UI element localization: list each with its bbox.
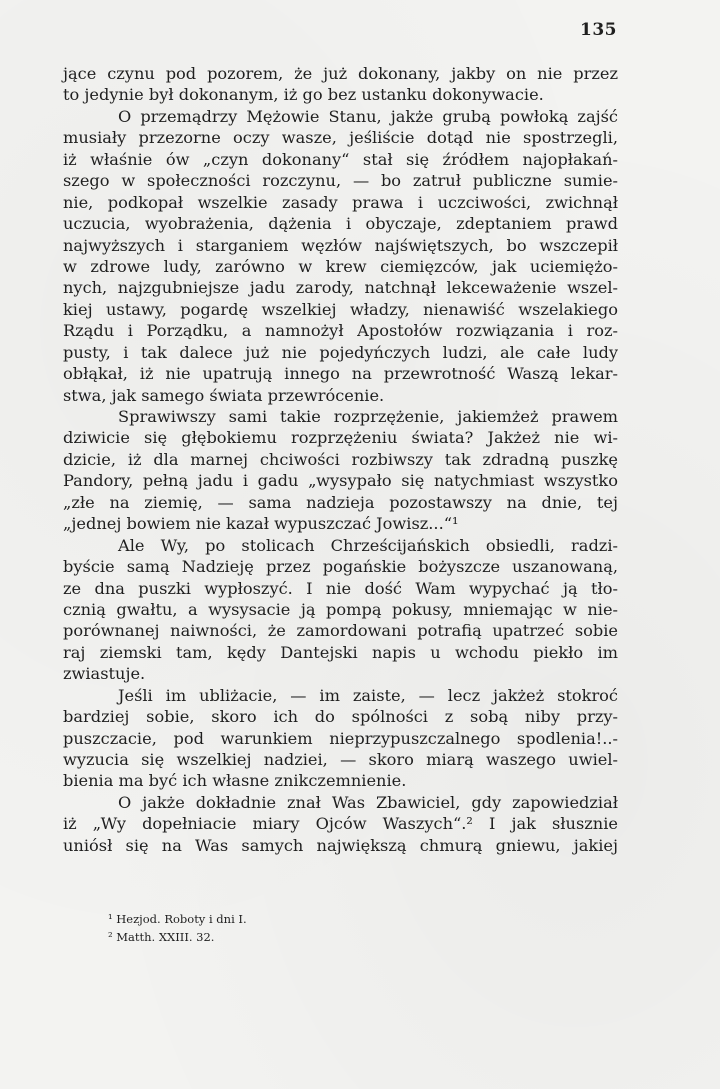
text-line: dziwicie się głębokiemu rozprzężeniu świata? Jakżeż nie wi- [63,428,618,448]
text-line: Jeśli im ubliżacie, — im zaiste, — lecz jakżeż stokroć [118,685,618,705]
footnotes [108,910,508,946]
text-line: zwiastuje. [63,664,146,684]
text-line: iż „Wy dopełniacie miary Ojców Waszych“.² I jak słusznie [63,814,618,834]
text-line: Pandory, pełną jadu i gadu „wysypało się natychmiast wszystko [63,471,618,491]
text-line: O przemądrzy Mężowie Stanu, jakże grubą powłoką zajść [118,106,618,126]
text-line: raj ziemski tam, kędy Dantejski napis u wchodu piekło im [63,642,618,662]
text-line: musiały przezorne oczy wasze, jeśliście dotąd nie spostrzegli, [63,128,618,148]
text-line: cznią gwałtu, a wysysacie ją pompą pokusy, mniemając w nie- [63,599,618,619]
footnote: ² Matth. XXIII. 32. [108,930,215,944]
text-line: kiej ustawy, pogardę wszelkiej władzy, nienawiść wszelakiego [63,299,618,319]
text-line: bardziej sobie, skoro ich do spólności z sobą niby przy- [63,707,618,727]
text-line: O jakże dokładnie znał Was Zbawiciel, gdy zapowiedział [118,792,618,812]
text-line: szego w społeczności rozczynu, — bo zatruł publiczne sumie- [63,171,618,191]
text-line: byście samą Nadzieję przez pogańskie bożyszcze uszanowaną, [63,557,618,577]
text-line: „jednej bowiem nie kazał wypuszczać Jowisz...“¹ [63,514,459,534]
text-line: „złe na ziemię, — sama nadzieja pozostawszy na dnie, tej [63,492,618,512]
text-line: obłąkał, iż nie upatrują innego na przewrotność Waszą lekar- [63,364,618,384]
text-line: uczucia, wyobrażenia, dążenia i obyczaje, zdeptaniem prawd [63,214,618,234]
text-line: Ale Wy, po stolicach Chrześcijańskich obsiedli, radzi- [118,535,618,555]
text-line: Sprawiwszy sami takie rozprzężenie, jakiemżeż prawem [118,407,618,426]
text-line: ze dna puszki wypłoszyć. I nie dość Wam wypychać ją tło- [63,578,618,598]
text-line: jące czynu pod pozorem, że już dokonany, jakby on nie przez [63,64,618,83]
text-line: wyzucia się wszelkiej nadziei, — skoro miarą waszego uwiel- [63,750,618,769]
text-line: nie, podkopał wszelkie zasady prawa i uczciwości, zwichnął [63,192,618,212]
text-line: uniósł się na Was samych największą chmurą gniewu, jakiej [63,835,618,855]
text-line: pusty, i tak dalece już nie pojedyńczych ludzi, ale całe ludy [63,342,618,362]
text-line: dzicie, iż dla marnej chciwości rozbiwszy tak zdradną puszkę [63,449,618,469]
text-line: to jedynie był dokonanym, iż go bez ustanku dokonywacie. [63,85,544,105]
text-line: nych, najzgubniejsze jadu zarody, natchnął lekceważenie wszel- [63,278,618,298]
body-text [63,63,618,856]
text-line: najwyższych i starganiem węzłów najświętszych, bo wszczepił [63,235,618,255]
text-line: puszczacie, pod warunkiem nieprzypuszczalnego spodlenia!..- [63,728,618,748]
text-line: bienia ma być ich własne znikczemnienie. [63,771,407,791]
text-line: Rządu i Porządku, a namnożył Apostołów rozwiązania i roz- [63,321,618,341]
text-line: porównanej naiwności, że zamordowani potrafią upatrzeć sobie [63,621,618,641]
text-line: iż właśnie ów „czyn dokonany“ stał się źródłem najopłakań- [63,149,618,169]
text-line: w zdrowe ludy, zarówno w krew ciemięzców, jak uciemiężo- [63,256,618,276]
page-number: 135 [580,20,617,40]
text-line: stwa, jak samego świata przewrócenie. [63,385,385,405]
footnote: ¹ Hezjod. Roboty i dni I. [108,912,247,926]
